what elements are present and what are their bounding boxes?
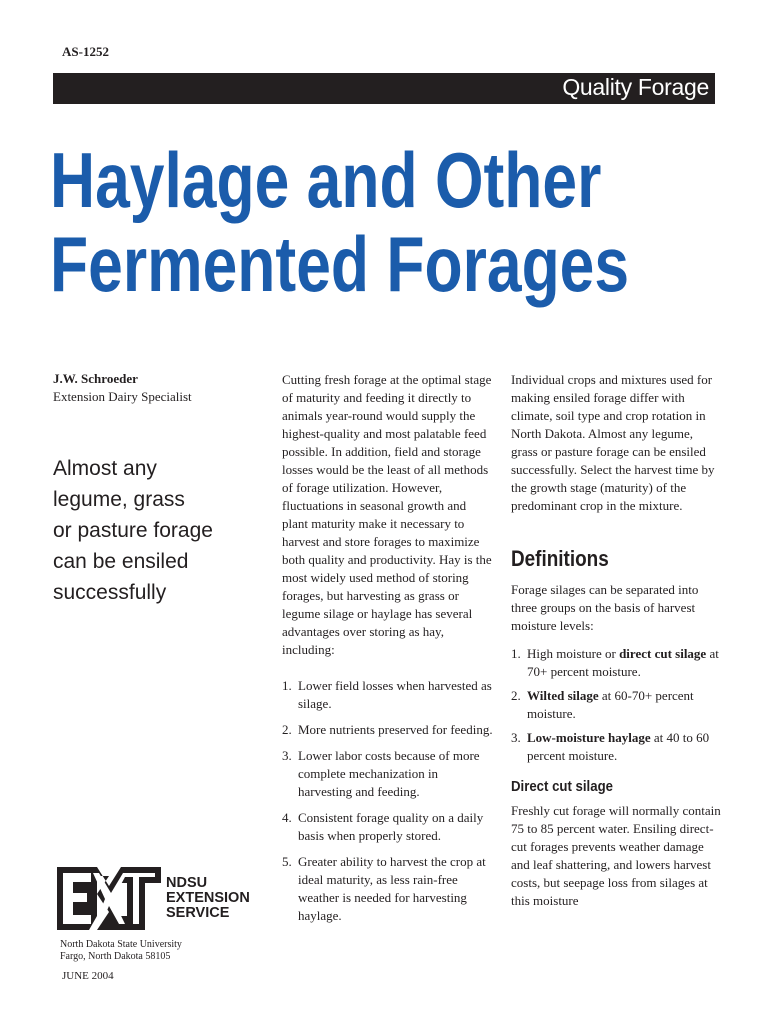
list-item: [511, 687, 721, 723]
ext-logo-icon: [53, 864, 165, 934]
list-number: 5.: [282, 854, 292, 869]
address-line: Fargo, North Dakota 58105: [60, 951, 171, 962]
term-bold: direct cut silage: [619, 646, 707, 661]
university-name: North Dakota State University: [60, 939, 182, 950]
list-text: at 70+ percent moisture.: [527, 646, 719, 679]
term-bold: Wilted silage: [527, 688, 599, 703]
list-item: [511, 645, 721, 681]
direct-cut-paragraph: Freshly cut forage will normally contain 75 to 85 percent water. Ensiling direct-cut forages prevents weather damage and leaf shattering, and lowers harvest costs, but seepage loss from silages at this moisture: [511, 803, 721, 908]
list-text: at 60-70+ percent moisture.: [527, 688, 694, 721]
ndsu-extension-logo: [53, 864, 263, 934]
intro-paragraph: Cutting fresh forage at the optimal stage of maturity and feeding it directly to animals year-round would supply the highest-quality and most palatable feed possible. In addition, field and storage losses would be the least of all methods of forage utilization. However, fluctuations in seasonal growth and plant maturity make it necessary to harvest and store forages to maximize both quality and productivity. Hay is the most widely used method of storing forages, but harvesting as grass or legume silage or haylage has several advantages over storing as hay, including:: [282, 372, 492, 657]
author-title: Extension Dairy Specialist: [53, 389, 192, 404]
logo-line: EXTENSION: [166, 890, 250, 906]
logo-line: NDSU: [166, 875, 208, 891]
list-text: Greater ability to harvest the crop at ideal maturity, as less rain-free weather is needed for harvesting haylage.: [298, 854, 486, 923]
pull-quote-line: Almost any: [53, 457, 157, 480]
series-banner: [53, 73, 715, 104]
list-text: More nutrients preserved for feeding.: [298, 722, 493, 737]
column-intro: [282, 371, 494, 933]
logo-wordmark: [166, 876, 250, 921]
list-item: [282, 809, 494, 845]
document-title: [50, 138, 629, 306]
list-item: [511, 729, 721, 765]
list-number: 4.: [282, 810, 292, 825]
series-title: Quality Forage: [562, 74, 709, 100]
publication-date: JUNE 2004: [62, 970, 114, 982]
list-item: [282, 747, 494, 801]
pull-quote-line: or pasture forage: [53, 519, 213, 542]
moisture-groups-list: [511, 645, 721, 765]
column-definitions: [511, 371, 721, 910]
list-number: 2.: [511, 688, 521, 703]
direct-cut-heading: Direct cut silage: [511, 778, 613, 795]
list-text: High moisture or: [527, 646, 620, 661]
university-address: [60, 939, 182, 963]
list-number: 3.: [511, 730, 521, 745]
list-text: Consistent forage quality on a daily basis when properly stored.: [298, 810, 484, 843]
pull-quote-line: successfully: [53, 581, 167, 604]
term-bold: Low-moisture haylage: [527, 730, 651, 745]
pull-quote-line: can be ensiled: [53, 550, 189, 573]
logo-line: SERVICE: [166, 905, 230, 921]
list-item: [282, 853, 494, 925]
definitions-intro: Forage silages can be separated into three groups on the basis of harvest moisture levels:: [511, 582, 699, 633]
definitions-heading: Definitions: [511, 546, 609, 571]
list-text: Lower field losses when harvested as silage.: [298, 678, 492, 711]
author-name: J.W. Schroeder: [53, 371, 138, 386]
title-line-1: Haylage and Other: [50, 136, 602, 224]
list-number: 1.: [282, 678, 292, 693]
advantages-list: [282, 677, 494, 925]
list-number: 3.: [282, 748, 292, 763]
pull-quote: [53, 453, 253, 608]
list-text: at 40 to 60 percent moisture.: [527, 730, 710, 763]
publication-number: AS-1252: [62, 44, 109, 59]
list-text: Lower labor costs because of more complete mechanization in harvesting and feeding.: [298, 748, 480, 799]
title-line-2: Fermented Forages: [50, 220, 630, 308]
list-number: 2.: [282, 722, 292, 737]
list-item: [282, 721, 494, 739]
list-item: [282, 677, 494, 713]
pull-quote-line: legume, grass: [53, 488, 185, 511]
crops-paragraph: Individual crops and mixtures used for making ensiled forage differ with climate, soil type and crop rotation in North Dakota. Almost any legume, grass or pasture forage can be ensiled successfully. Select the harvest time by the growth stage (maturity) of the predominant crop in the mixture.: [511, 372, 715, 513]
list-number: 1.: [511, 646, 521, 661]
